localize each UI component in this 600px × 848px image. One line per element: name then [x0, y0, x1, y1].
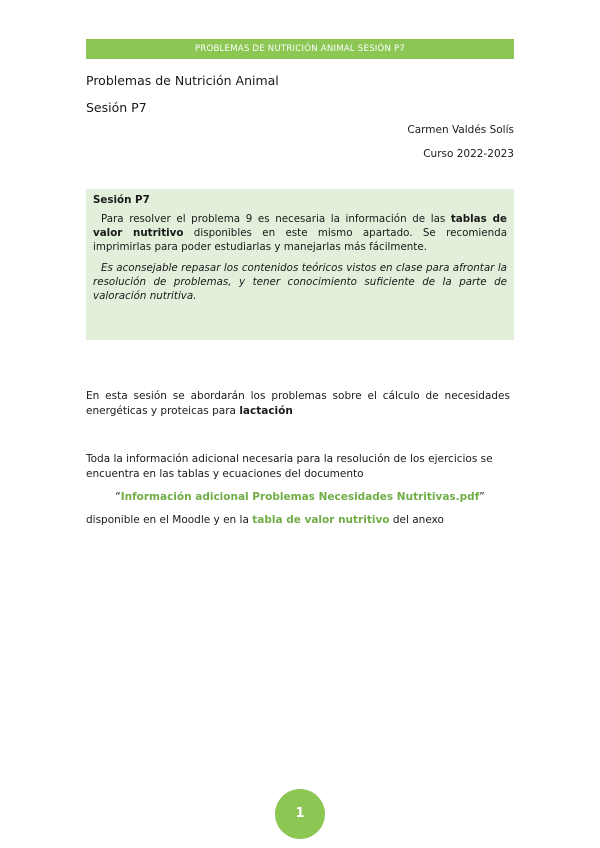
session-title: Sesión P7	[86, 100, 147, 115]
intro-text: En esta sesión se abordarán los problemas sobre el cálculo de necesidades energéticas y proteicas para	[86, 390, 510, 417]
file-reference	[86, 491, 514, 503]
open-quote: “	[115, 491, 121, 503]
box-paragraph-tables	[93, 212, 507, 254]
document-title: Problemas de Nutrición Animal	[86, 73, 279, 88]
author-name: Carmen Valdés Solís	[407, 124, 514, 136]
box-heading: Sesión P7	[93, 194, 150, 206]
box-p1-bold: tablas de valor nutritivo	[93, 213, 507, 239]
box-p1-text-b: disponibles en este mismo apartado. Se recomienda imprimirlas para poder estudiarlas y manejarlas más fácilmente.	[93, 227, 508, 253]
info-paragraph: Toda la información adicional necesaria para la resolución de los ejercicios se encuentra en las tablas y ecuaciones del documento	[86, 453, 493, 480]
availability-text-a: disponible en el Moodle y en la	[86, 514, 253, 526]
page-number-badge: 1	[275, 789, 325, 839]
running-header: PROBLEMAS DE NUTRICIÓN ANIMAL SESIÓN P7	[86, 39, 514, 59]
availability-text-b: del anexo	[389, 514, 444, 526]
close-quote: ”	[479, 491, 485, 503]
session-info-box	[86, 189, 514, 340]
box-paragraph-advice: Es aconsejable repasar los contenidos teóricos vistos en clase para afrontar la resolución de problemas, y tener conocimiento suficiente de la parte de valoración nutritiva.	[93, 262, 507, 302]
availability-line	[86, 514, 444, 526]
table-link[interactable]: tabla de valor nutritivo	[252, 514, 390, 526]
lactation-bold: lactación	[239, 405, 293, 417]
intro-paragraph	[86, 389, 510, 419]
course-year: Curso 2022-2023	[423, 148, 514, 160]
file-link[interactable]: Información adicional Problemas Necesidades Nutritivas.pdf	[120, 491, 480, 503]
box-p1-text-a: Para resolver el problema 9 es necesaria la información de las	[101, 213, 451, 225]
